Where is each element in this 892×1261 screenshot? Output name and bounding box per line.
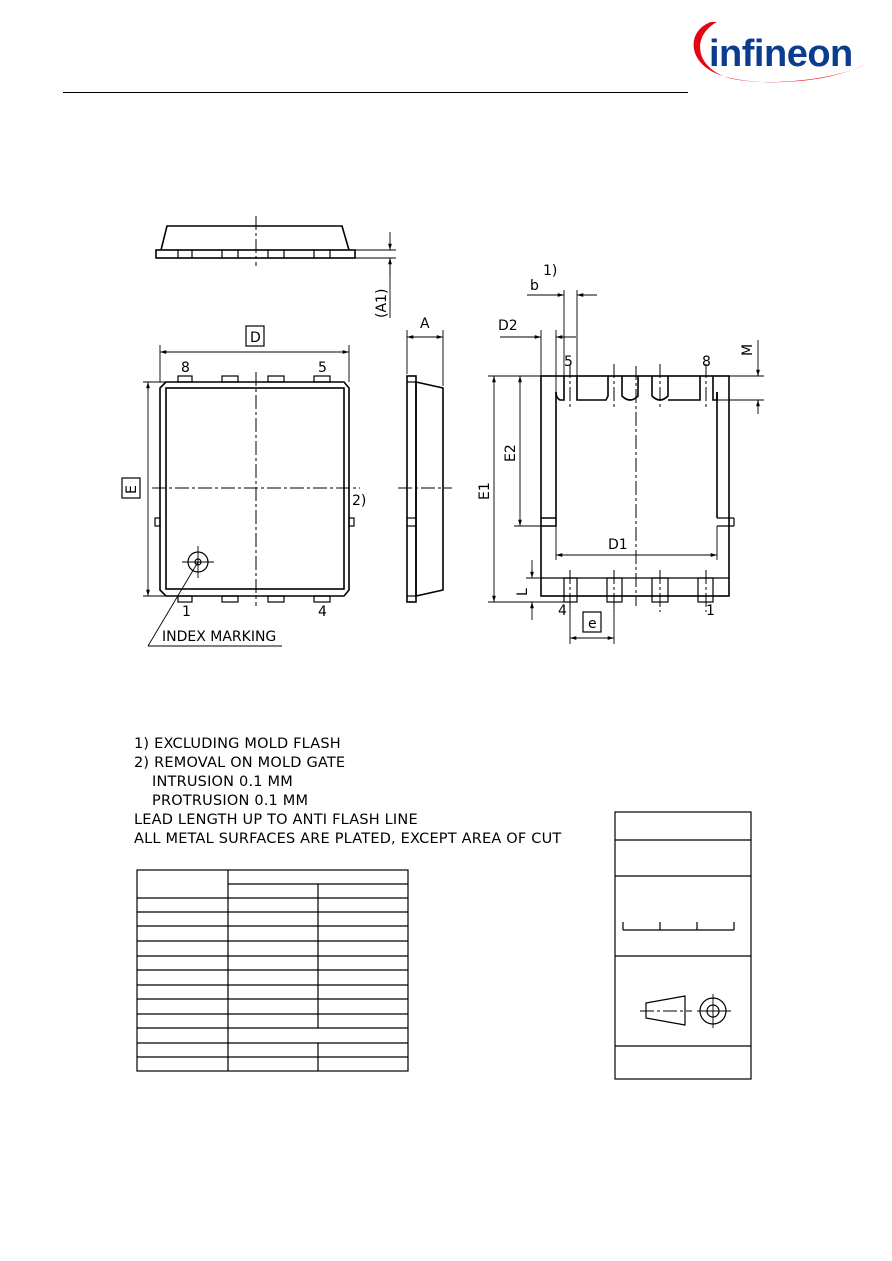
bottom-pin-8-label: 8	[702, 354, 711, 370]
note-line: 2) REMOVAL ON MOLD GATE	[134, 755, 346, 771]
note-1-marker: 1)	[543, 263, 558, 279]
logo-text: infineon	[709, 33, 853, 75]
note-line: LEAD LENGTH UP TO ANTI FLASH LINE	[134, 812, 418, 828]
bottom-pin-4-label: 4	[558, 603, 567, 619]
note-line: 1) EXCLUDING MOLD FLASH	[134, 736, 341, 752]
drawing-notes	[134, 735, 561, 849]
dim-d-label: D	[250, 330, 261, 346]
bottom-pin-1-label: 1	[706, 603, 715, 619]
dim-e-label: E	[124, 485, 140, 494]
pin-5-label: 5	[318, 360, 327, 376]
note-line: INTRUSION 0.1 MM	[152, 774, 293, 790]
dim-d1-label: D1	[608, 537, 628, 553]
dim-a1-label: (A1)	[374, 288, 390, 318]
top-view	[122, 326, 366, 646]
dim-d2-label: D2	[498, 318, 518, 334]
dimension-table	[137, 870, 408, 1071]
index-marking-label: INDEX MARKING	[162, 629, 277, 645]
dim-e-pitch-label: e	[588, 616, 597, 632]
dim-e1-label: E1	[477, 482, 493, 500]
title-block	[615, 812, 751, 1079]
note-line: ALL METAL SURFACES ARE PLATED, EXCEPT AREA OF CUT	[134, 831, 562, 847]
bottom-view	[477, 263, 764, 644]
dim-b-label: b	[530, 278, 539, 294]
pin-1-label: 1	[182, 604, 191, 620]
dim-m-label: M	[740, 343, 756, 356]
pin-4-label: 4	[318, 604, 327, 620]
dim-e2-label: E2	[503, 444, 519, 462]
pin-8-label: 8	[181, 360, 190, 376]
side-view	[156, 216, 396, 318]
note-line: PROTRUSION 0.1 MM	[152, 793, 309, 809]
dim-a-label: A	[420, 316, 430, 332]
bottom-pin-5-label: 5	[564, 354, 573, 370]
note-2-marker: 2)	[352, 493, 367, 509]
end-view	[398, 316, 452, 602]
projection-symbol	[640, 994, 731, 1028]
dim-l-label: L	[515, 588, 531, 596]
